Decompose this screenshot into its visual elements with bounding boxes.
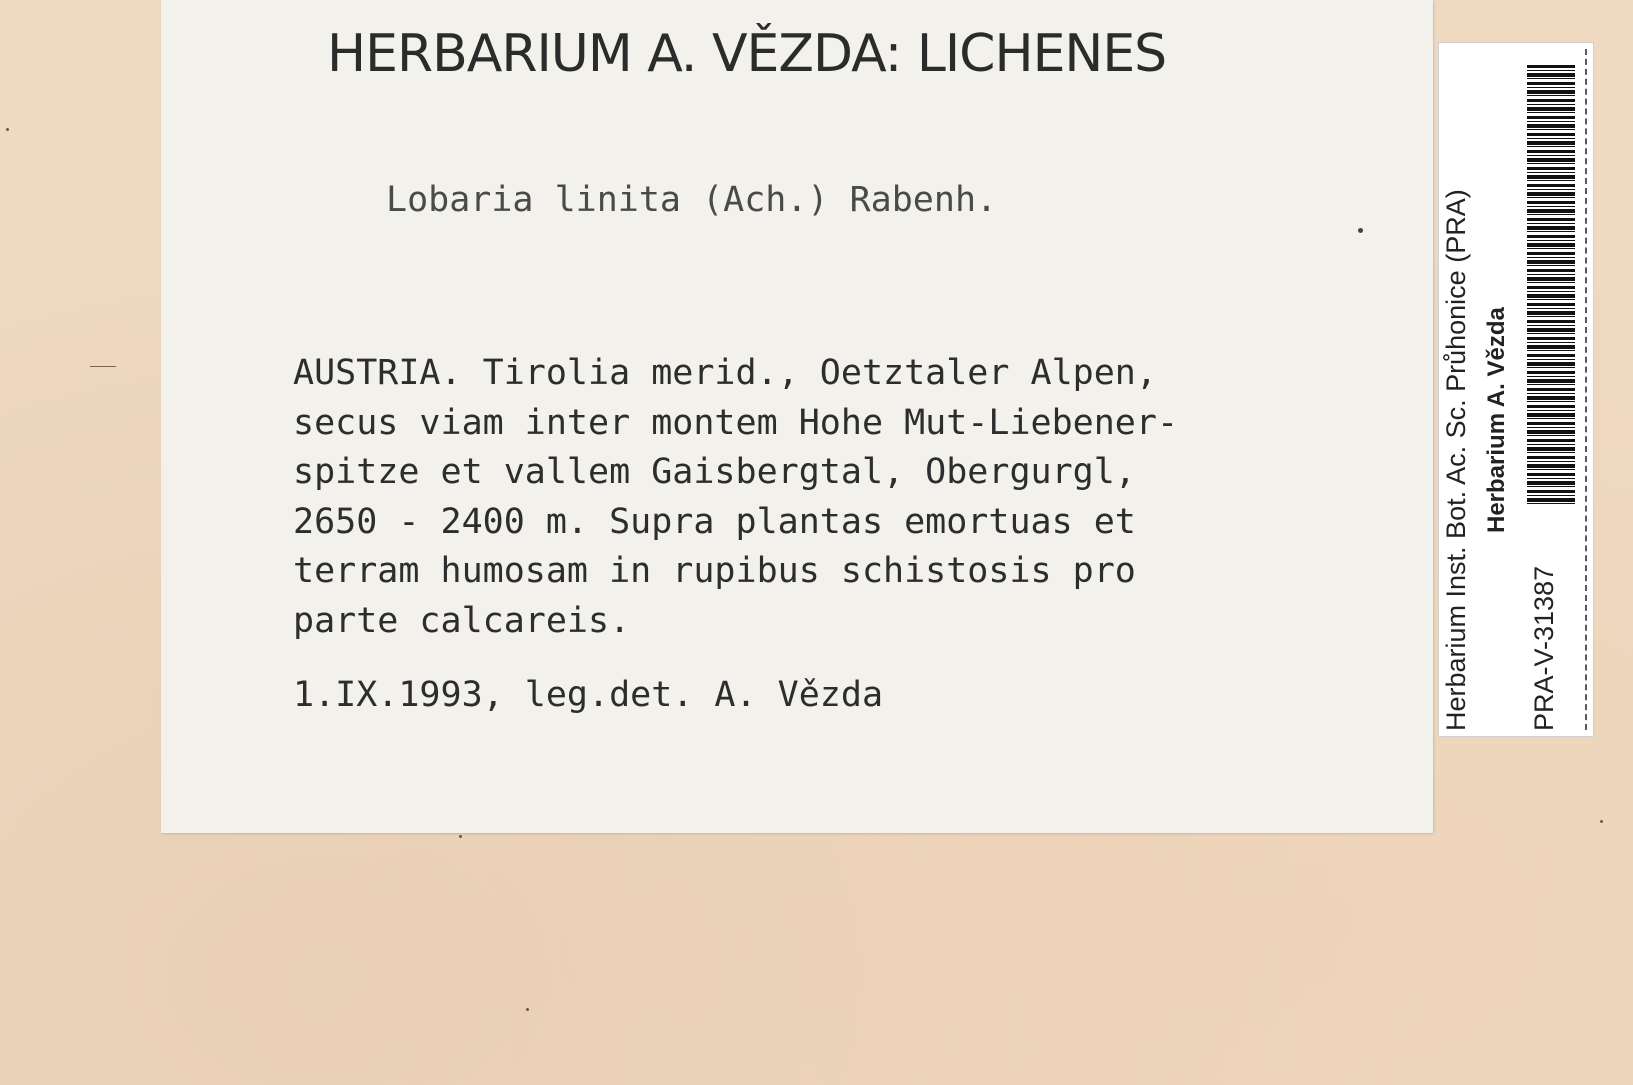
locality-line: terram humosam in rupibus schistosis pro [293, 551, 1136, 591]
speck [459, 835, 462, 838]
accession-number: PRA-V-31387 [1529, 565, 1559, 731]
locality-line: secus viam inter montem Hohe Mut-Liebener- [293, 402, 1179, 443]
locality-text [293, 349, 1178, 646]
speck [1600, 820, 1603, 823]
paper-fiber [90, 366, 116, 367]
locality-line: AUSTRIA. Tirolia merid., Oetztaler Alpen, [293, 353, 1157, 393]
locality-line: spitze et vallem Gaisbergtal, Obergurgl, [293, 452, 1136, 492]
taxon-name: Lobaria linita (Ach.) Rabenh. [386, 180, 998, 220]
collection-info: 1.IX.1993, leg.det. A. Vězda [293, 675, 884, 715]
locality-line: parte calcareis. [293, 600, 631, 641]
speck [526, 1008, 529, 1011]
ink-dot [1358, 228, 1363, 233]
institution-text: Herbarium Inst. Bot. Ac. Sc. Průhonice (PRA) [1441, 189, 1471, 731]
locality-line: 2650 - 2400 m. Supra plantas emortuas et [293, 501, 1136, 542]
barcode-icon [1527, 65, 1575, 505]
label-header: HERBARIUM A. VĚZDA: LICHENES [327, 24, 1167, 84]
herbarium-name: Herbarium A. Vězda [1483, 307, 1510, 533]
speck [6, 128, 9, 131]
barcode-label [1438, 42, 1594, 737]
specimen-label [161, 0, 1433, 833]
